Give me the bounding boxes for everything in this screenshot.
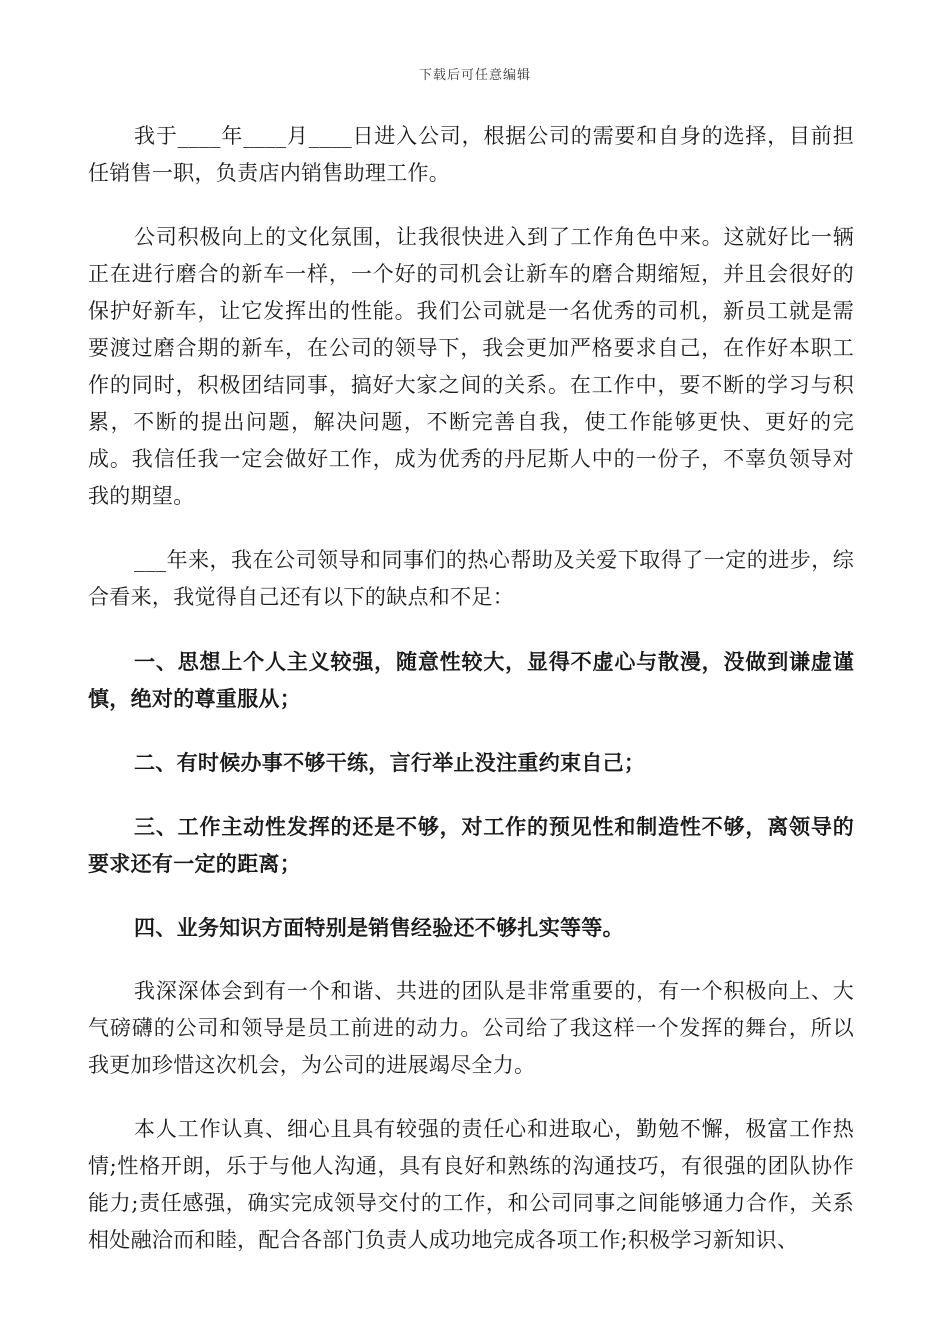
document-body xyxy=(88,118,854,1286)
page-header: 下载后可任意编辑 xyxy=(418,68,531,83)
shortcoming-item-1: 一、思想上个人主义较强，随意性较大，显得不虚心与散漫，没做到谦虚谨慎，绝对的尊重服从； xyxy=(88,649,854,711)
paragraph-shortcomings-intro: ___年来，我在公司领导和同事们的热心帮助及关爱下取得了一定的进步，综合看来，我觉得自己还有以下的缺点和不足： xyxy=(88,548,854,609)
paragraph-start-date: 我于____年____月____日进入公司，根据公司的需要和自身的选择，目前担任销售一职，负责店内销售助理工作。 xyxy=(88,124,854,185)
shortcoming-item-2: 二、有时候办事不够干练，言行举止没注重约束自己； xyxy=(134,750,646,775)
paragraph-team: 我深深体会到有一个和谐、共进的团队是非常重要的，有一个积极向上、大气磅礴的公司和领导是员工前进的动力。公司给了我这样一个发挥的舞台，所以我更加珍惜这次机会，为公司的进展竭尽全力。 xyxy=(88,979,854,1077)
shortcoming-item-4: 四、业务知识方面特别是销售经验还不够扎实等等。 xyxy=(134,915,624,940)
paragraph-company-culture: 公司积极向上的文化氛围，让我很快进入到了工作角色中来。这就好比一辆正在进行磨合的新车一样，一个好的司机会让新车的磨合期缩短，并且会很好的保护好新车，让它发挥出的性能。我们公司就是一名优秀的司机，新员工就是需要渡过磨合期的新车，在公司的领导下，我会更加严格要求自己，在作好本职工作的同时，积极团结同事，搞好大家之间的关系。在工作中，要不断的学习与积累，不断的提出问题，解决问题，不断完善自我，使工作能够更快、更好的完成。我信任我一定会做好工作，成为优秀的丹尼斯人中的一份子，不辜负领导对我的期望。 xyxy=(88,225,854,508)
shortcoming-item-3: 三、工作主动性发挥的还是不够，对工作的预见性和制造性不够，离领导的要求还有一定的距离； xyxy=(88,814,854,876)
paragraph-self-evaluation: 本人工作认真、细心且具有较强的责任心和进取心，勤勉不懈，极富工作热情;性格开朗，乐于与他人沟通，具有良好和熟练的沟通技巧，有很强的团队协作能力;责任感强，确实完成领导交付的工作，和公司同事之间能够通力合作，关系相处融洽而和睦，配合各部门负责人成功地完成各项工作;积极学习新知识、 xyxy=(88,1117,854,1252)
